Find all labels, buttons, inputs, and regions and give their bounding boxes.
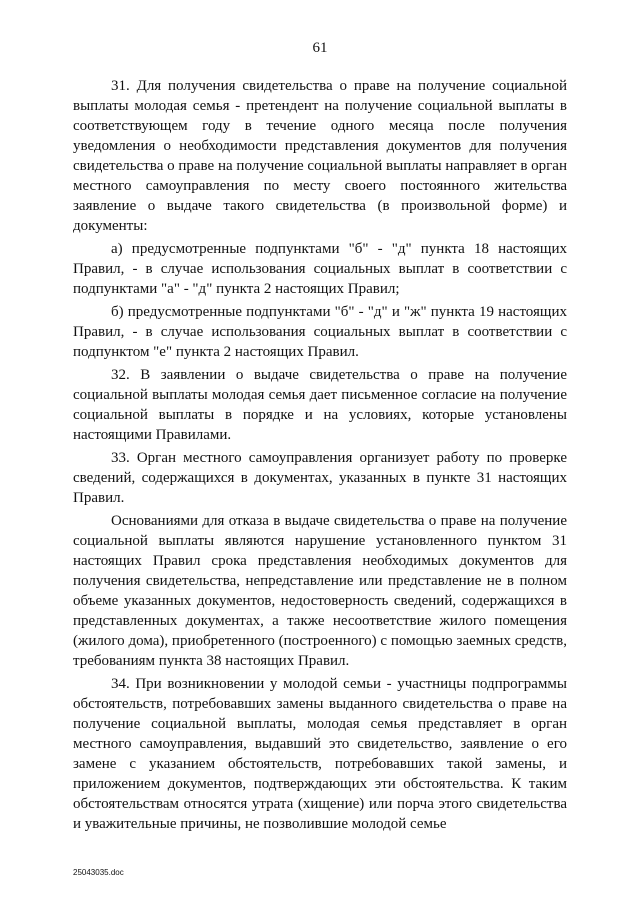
paragraph-31: 31. Для получения свидетельства о праве на получение социальной выплаты молодая семья - претендент на получение социальной выплаты в соответствующем году в течение одного месяца после получения уведомления о необходимости представления документов для получения свидетельства о праве на получение социальной выплаты направляет в орган местного самоуправления по месту своего постоянного жительства заявление о выдаче такого свидетельства (в произвольной форме) и документы: [73, 78, 567, 234]
paragraph-33: 33. Орган местного самоуправления организует работу по проверке сведений, содержащихся в документах, указанных в пункте 31 настоящих Правил. [73, 450, 567, 506]
page-number: 61 [312, 40, 328, 56]
paragraph-refusal-grounds: Основаниями для отказа в выдаче свидетельства о праве на получение социальной выплаты являются нарушение установленного пунктом 31 настоящих Правил срока представления необходимых документов для получения свидетельства, непредставление или представление не в полном объеме указанных документов, недостоверность сведений, содержащихся в представленных документах, а также несоответствие жилого помещения (жилого дома), приобретенного (построенного) с помощью заемных средств, требованиям пункта 38 настоящих Правил. [73, 513, 567, 669]
paragraph-34: 34. При возникновении у молодой семьи - участницы подпрограммы обстоятельств, потребовавших замены выданного свидетельства о праве на получение социальной выплаты, молодая семья представляет в орган местного самоуправления, выдавший это свидетельство, заявление о его замене с указанием обстоятельств, потребовавших такой замены, и приложением документов, подтверждающих эти обстоятельства. К таким обстоятельствам относятся утрата (хищение) или порча этого свидетельства и уважительные причины, не позволившие молодой семье [73, 676, 567, 832]
paragraph-31-b: б) предусмотренные подпунктами "б" - "д" и "ж" пункта 19 настоящих Правил, - в случае использования социальных выплат в соответствии с подпунктом "е" пункта 2 настоящих Правил. [73, 304, 567, 360]
footer-filename: 25043035.doc [73, 868, 124, 877]
document-body [73, 76, 567, 837]
paragraph-31-a: а) предусмотренные подпунктами "б" - "д" пункта 18 настоящих Правил, - в случае использования социальных выплат в соответствии с подпунктами "а" - "д" пункта 2 настоящих Правил; [73, 241, 567, 297]
paragraph-32: 32. В заявлении о выдаче свидетельства о праве на получение социальной выплаты молодая семья дает письменное согласие на получение социальной выплаты в порядке и на условиях, которые установлены настоящими Правилами. [73, 367, 567, 443]
